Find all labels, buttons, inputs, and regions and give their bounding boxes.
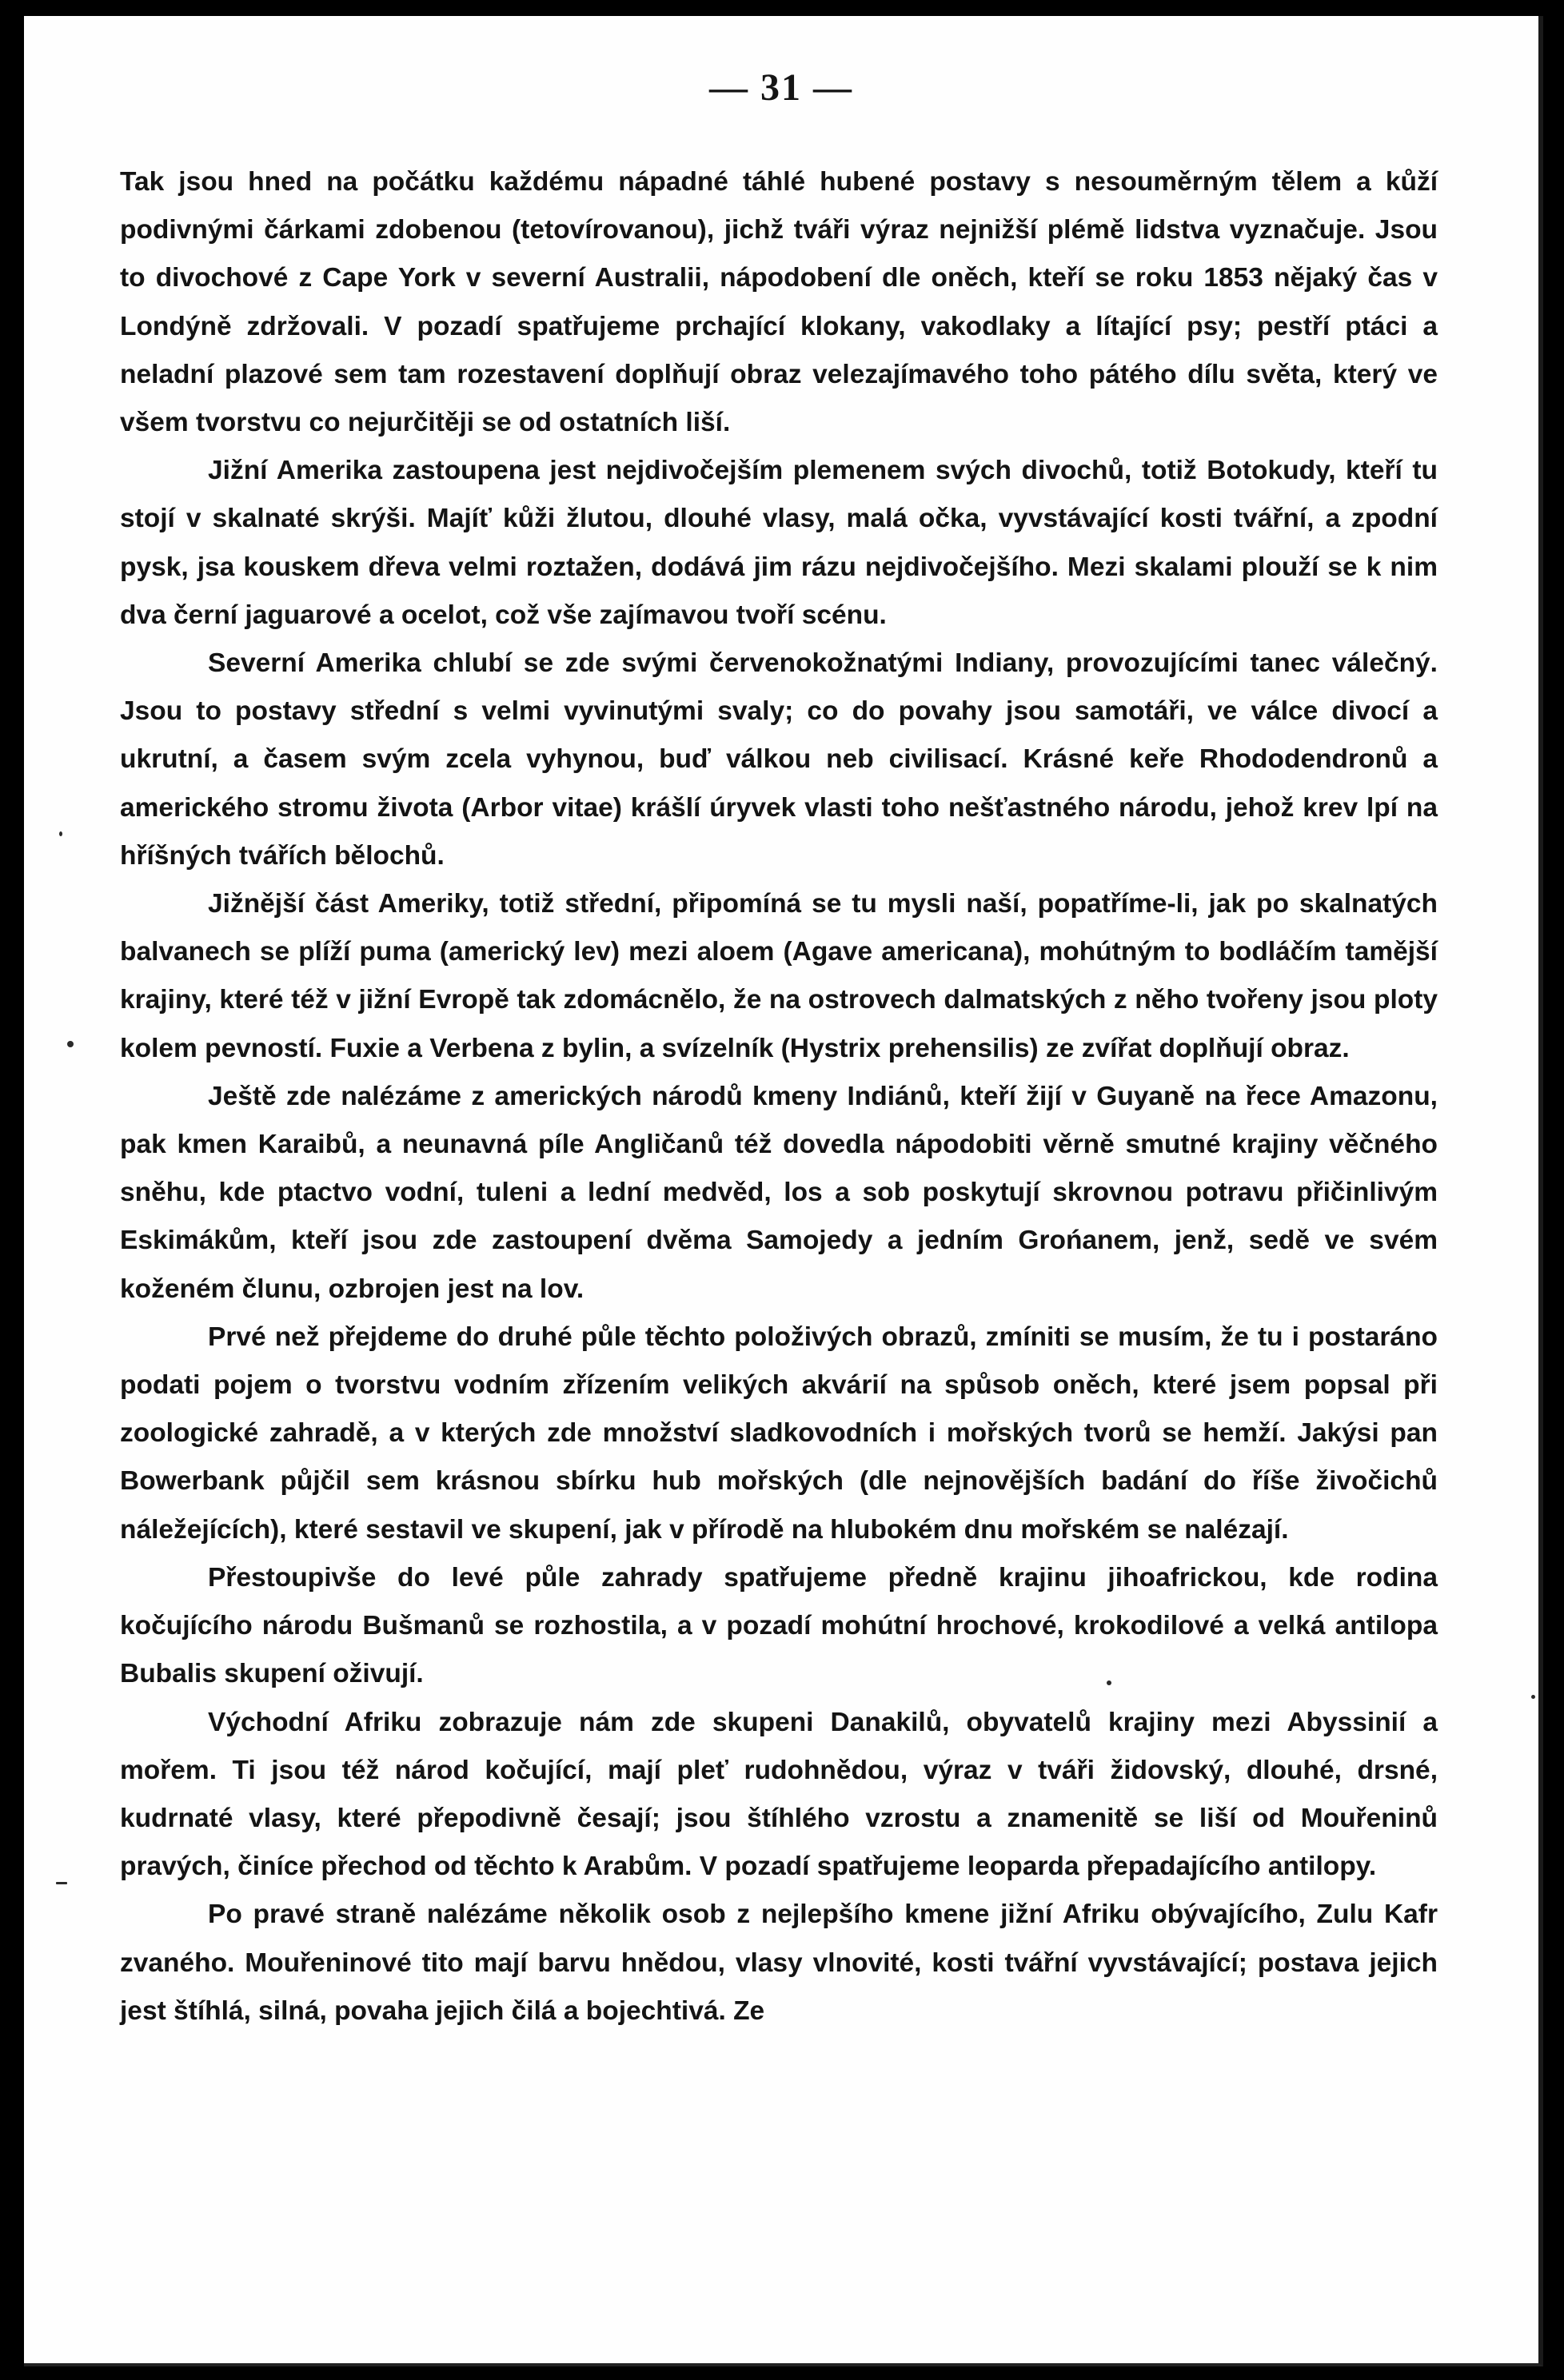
paragraph-zulu: Po pravé straně nalézáme několik osob z nejlepšího kmene jižní Afriku obývajícího, Zulu Kafr zvaného. Mouřeninové tito mají barvu hnědou, vlasy vlnovité, kosti tvářní vyvstávající; postava jejich jest štíhlá, silná, povaha jejich čilá a bojechtivá. Ze — [120, 1900, 1438, 2026]
scanned-page — [24, 16, 1543, 2366]
body-text — [120, 158, 1438, 2035]
paragraph-north-america: Severní Amerika chlubí se zde svými červenokožnatými Indiany, provozujícími tanec válečný. Jsou to postavy střední s velmi vyvinutými svaly; co do povahy jsou samotáři, ve válce divocí a ukrutní, a časem svým zcela vyhynou, buď válkou neb civilisací. Krásné keře Rhododendronů a amerického stromu života (Arbor vitae) krášlí úryvek vlasti toho nešťastného národu, jehož krev lpí na hříšných tvářích bělochů. — [120, 648, 1438, 871]
paragraph-guyana-eskimos: Ještě zde nalézáme z amerických národů kmeny Indiánů, kteří žijí v Guyaně na řece Amazonu, pak kmen Karaibů, a neunavná píle Angličanů též dovedla nápodobiti věrně smutné krajiny věčného sněhu, kde ptactvo vodní, tuleni a lední medvěd, los a sob poskytují skrovnou potravu přičinlivým Eskimákům, kteří jsou zde zastoupení dvěma Samojedy a jedním Grońanem, jenž, sedě ve svém koženém člunu, ozbrojen jest na lov. — [120, 1081, 1438, 1304]
scan-speck — [67, 1041, 74, 1047]
paragraph-central-america: Jižnější část Ameriky, totiž střední, připomíná se tu mysli naší, popatříme-li, jak po skalnatých balvanech se plíží puma (americký lev) mezi aloem (Agave americana), mohútným to bodláčím tamější krajiny, které též v jižní Evropě tak zdomácnělo, že na ostrovech dalmatských z něho tvořeny jsou ploty kolem pevností. Fuxie a Verbena z bylin, a svízelník (Hystrix prehensilis) ze zvířat doplňují obraz. — [120, 889, 1438, 1063]
paragraph-east-africa: Východní Afriku zobrazuje nám zde skupeni Danakilů, obyvatelů krajiny mezi Abyssinií a mořem. Ti jsou též národ kočující, mají pleť rudohnědou, výraz v tváři židovský, dlouhé, drsné, kudrnaté vlasy, které přepodivně česají; jsou štíhlého vzrostu a znamenitě se liší od Mouřeninů pravých, činíce přechod od těchto k Arabům. V pozadí spatřujeme leoparda přepadajícího antilopy. — [120, 1707, 1438, 1882]
paragraph-aquaria: Prvé než přejdeme do druhé půle těchto položivých obrazů, zmíniti se musím, že tu i postaráno podati pojem o tvorstvu vodním zřízením velikých akvárií na spůsob oněch, které jsem popsal při zoologické zahradě, a v kterých zde množství sladkovodních i mořských tvorů se hemží. Jakýsi pan Bowerbank půjčil sem krásnou sbírku hub mořských (dle nejnovějších badání do říše živočichů náležejících), které sestavil ve skupení, jak v přírodě na hlubokém dnu mořském se nalézají. — [120, 1322, 1438, 1545]
scan-speck — [59, 831, 62, 836]
paragraph-australia: Tak jsou hned na počátku každému nápadné táhlé hubené postavy s nesouměrným tělem a kůží podivnými čárkami zdobenou (tetovírovanou), jichž tváři výraz nejnižší plémě lidstva vyznačuje. Jsou to divochové z Cape York v severní Australii, nápodobení dle oněch, kteří se roku 1853 nějaký čas v Londýně zdržovali. V pozadí spatřujeme prchající klokany, vakodlaky a lítající psy; pestří ptáci a neladní plazové sem tam rozestavení doplňují obraz velezajímavého toho pátého dílu světa, který ve všem tvorstvu co nejurčitěji se od ostatních liší. — [120, 167, 1438, 438]
page-number: — 31 — — [709, 66, 853, 109]
scan-speck — [1531, 1695, 1535, 1699]
paragraph-south-america: Jižní Amerika zastoupena jest nejdivočejším plemenem svých divochů, totiž Botokudy, kteří tu stojí v skalnaté skrýši. Majíť kůži žlutou, dlouhé vlasy, malá očka, vyvstávající kosti tvářní, a zpodní pysk, jsa kouskem dřeva velmi roztažen, dodává jim rázu nejdivočejšího. Mezi skalami plouží se k nim dva černí jaguarové a ocelot, což vše zajímavou tvoří scénu. — [120, 456, 1438, 630]
paragraph-south-africa: Přestoupivše do levé půle zahrady spatřujeme předně krajinu jihoafrickou, kde rodina kočujícího národu Bušmanů se rozhostila, a v pozadí mohútní hrochové, krokodilové a velká antilopa Bubalis skupení oživují. — [120, 1562, 1438, 1689]
scan-speck — [56, 1882, 67, 1884]
scan-speck — [1107, 1680, 1111, 1685]
scan-speck — [1539, 600, 1543, 604]
